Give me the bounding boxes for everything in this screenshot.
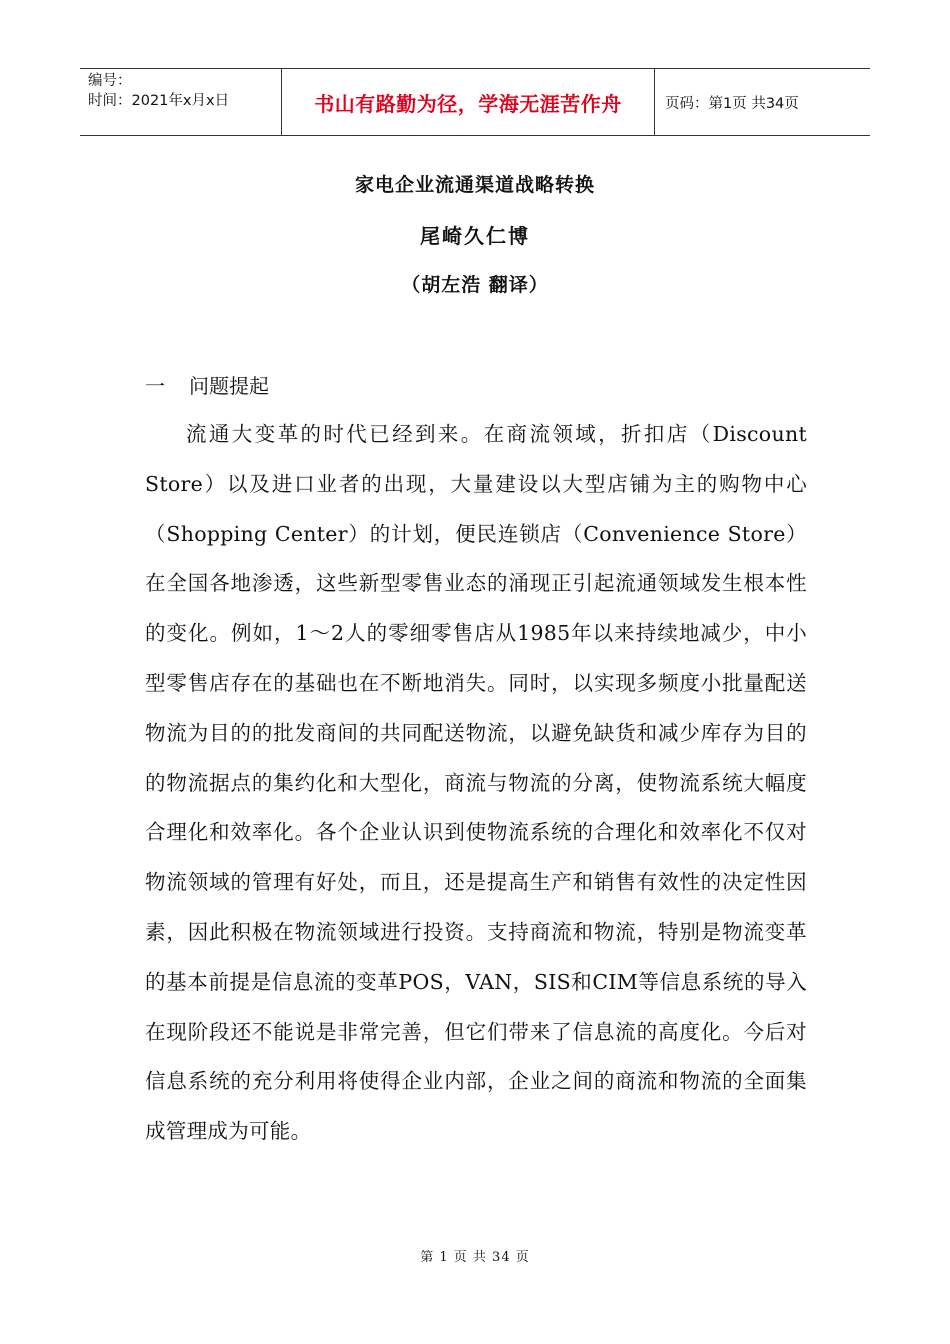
article-author: 尾崎久仁博 — [420, 224, 530, 248]
section-number: 一 — [145, 374, 165, 398]
body-paragraph: 流通大变革的时代已经到来。在商流领域，折扣店（Discount Store）以及进口业者的出现，大量建设以大型店铺为主的购物中心（Shopping Center）的计划，便民连锁店（Convenience Store）在全国各地渗透，这些新型零售业态的涌现正引起流通领域发生根本性的变化。例如，1～2人的零细零售店从1985年以来持续地减少，中小型零售店存在的基础也在不断地消失。同时，以实现多频度小批量配送物流为目的的批发商间的共同配送物流，以避免缺货和减少库存为目的的物流据点的集约化和大型化，商流与物流的分离，使物流系统大幅度合理化和效率化。各个企业认识到使物流系统的合理化和效率化不仅对物流领域的管理有好处，而且，还是提高生产和销售有效性的决定性因素，因此积极在物流领域进行投资。支持商流和物流，特别是物流变革的基本前提是信息流的变革POS，VAN，SIS和CIM等信息系统的导入在现阶段还不能说是非常完善，但它们带来了信息流的高度化。今后对信息系统的充分利用将使得企业内部，企业之间的商流和物流的全面集成管理成为可能。 — [145, 422, 807, 1144]
section-heading — [145, 370, 269, 399]
article-title: 家电企业流通渠道战略转换 — [354, 174, 595, 196]
page-footer: 第 1 页 共 34 页 — [420, 1250, 530, 1265]
header-motto: 书山有路勤为径，学海无涯苦作舟 — [282, 69, 655, 135]
time-label: 时间：2021年x月x日 — [88, 93, 230, 109]
page-header — [80, 68, 870, 136]
section-title: 问题提起 — [189, 374, 269, 398]
number-label: 编号： — [88, 73, 132, 89]
header-meta — [80, 69, 282, 135]
header-page-info: 页码：第1页 共34页 — [665, 95, 799, 112]
article-translator: （胡左浩 翻译） — [401, 274, 549, 296]
